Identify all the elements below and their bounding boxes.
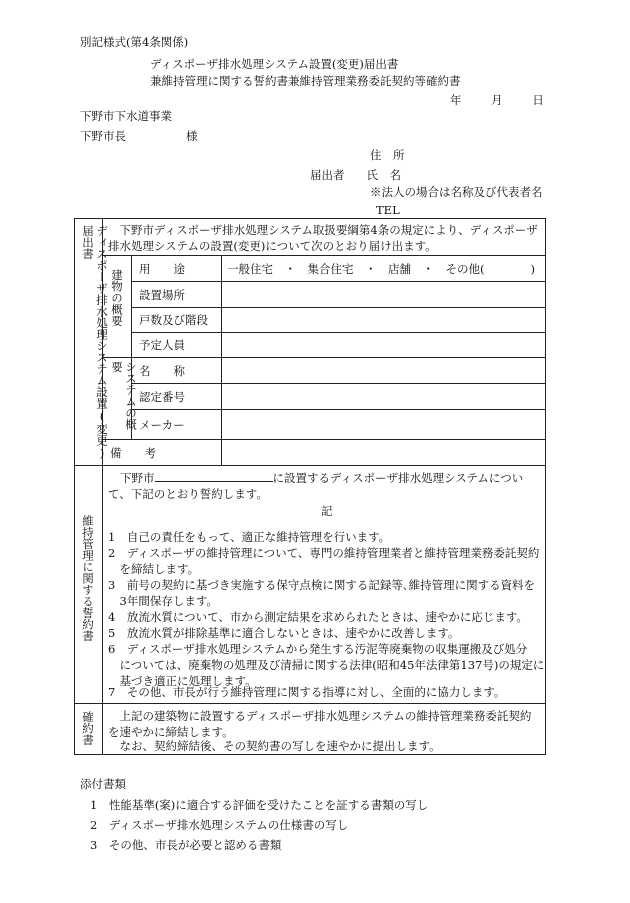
pledge-item: 1 自己の責任をもって、適正な維持管理を行います。 [108,530,391,544]
line-row5 [131,383,545,384]
row-value-use[interactable]: 一般住宅 ・ 集合住宅 ・ 店舗 ・ その他( ) [227,262,535,276]
ki-heading: 記 [321,504,333,518]
attachments-heading: 添付書類 [80,777,126,791]
applicant-corp-note: ※法人の場合は名称及び代表者名 [370,185,543,199]
line-section1-end [75,465,545,466]
pledge-intro-rest: に設置するディスポーザ排水処理システムについて、下記のとおり誓約します。 [108,471,524,501]
date-day: 日 [532,93,544,107]
pledge-item: 4 放流水質について、市から測定結果を求められたときは、速やかに応じます。 [108,610,528,624]
applicant-name-row [310,167,401,183]
row-label-location: 設置場所 [139,288,185,302]
pledge-side-title: 維持管理に関する誓約書 [81,515,95,642]
date-month: 月 [491,93,503,107]
pledge-item: 2 ディスポーザの維持管理について、専門の維持管理業者と維持管理業務委託契約 [108,546,540,560]
row-label-units: 戸数及び階段 [139,313,208,327]
system-side-label: システムの概要 [110,361,138,430]
pledge-item: 3 前号の契約に基づき実施する保守点検に関する記録等､維持管理に関する資料を [108,578,536,592]
attachment-item: 3 その他、市長が必要と認める書類 [90,838,282,852]
document-title-line2: 兼維持管理に関する誓約書兼維持管理業務委託契約等確約書 [150,74,461,88]
row-label-maker: メーカー [139,418,185,432]
pledge-item: 5 放流水質が排除基準に適合しないときは、速やかに改善します。 [108,626,460,640]
addressee-org: 下野市下水道事業 [80,109,172,123]
line-row4 [102,357,545,358]
intro-text: 下野市ディスポーザ排水処理システム取扱要綱第4条の規定により、ディスポーザ排水処理システムの設置(変更)について次のとおり届け出ます。 [108,223,538,253]
attachment-item: 1 性能基準(案)に適合する評価を受けたことを証する書類の写し [90,798,429,812]
pledge-item: を締結します。 [108,562,200,576]
line-row3 [131,332,545,333]
divider-label-value [221,255,222,465]
addressee-honorific: 様 [186,129,198,143]
pledge-intro-city: 下野市 [120,471,155,485]
form-label: 別記様式(第4条関係) [80,35,189,49]
line-row2 [131,307,545,308]
building-side-label: 建物の概要 [110,269,124,327]
date-field [450,92,570,108]
document-title-line1: ディスポーザ排水処理システム設置(変更)届出書 [150,57,399,71]
attachment-item: 2 ディスポーザ排水処理システムの仕様書の写し [90,818,349,832]
row-label-remarks: 備 考 [110,446,156,460]
pledge-item: 7 その他、市長が行う維持管理に関する指導に対し、全面的に協力します。 [108,685,506,699]
applicant-label: 届出者 [310,168,345,182]
pledge-item: 基づき適正に処理します。 [108,674,257,688]
applicant-name-label: 氏 名 [366,168,401,182]
addressee-mayor-label: 下野市長 [80,129,126,143]
pledge-item: 6 ディスポーザ排水処理システムから発生する汚泥等廃棄物の収集運搬及び処分 [108,642,528,656]
line-section2-end [75,703,545,704]
application-form-table [74,218,546,755]
row-label-use: 用 途 [139,262,185,276]
line-row6 [131,409,545,410]
confirm-line: を速やかに締結します。 [108,725,234,739]
date-year: 年 [450,93,462,107]
pledge-location-blank[interactable] [155,470,273,482]
confirm-line: なお、契約締結後、その契約書の写しを速やかに提出します。 [108,739,441,753]
pledge-item: 3年間保存します。 [108,594,218,608]
row-label-cert-number: 認定番号 [139,390,185,404]
addressee-mayor [80,128,198,144]
pledge-item: については、廃棄物の処理及び清掃に関する法律(昭和45年法律第137号)の規定に [108,658,545,672]
row-label-occupants: 予定人員 [139,338,185,352]
row-label-system-name: 名 称 [139,364,185,378]
line-row7 [102,439,545,440]
section1-side-title: ディスポーザ排水処理システム設置(変更)届出書 [81,225,109,460]
confirm-side-title: 確約書 [81,711,95,746]
pledge-intro [108,470,540,502]
applicant-address-label: 住 所 [370,148,405,162]
line-after-intro [102,255,545,256]
line-row1 [131,281,545,282]
applicant-tel-label: TEL [376,203,400,217]
confirm-line: 上記の建築物に設置するディスポーザ排水処理システムの維持管理業務委託契約 [108,709,532,723]
